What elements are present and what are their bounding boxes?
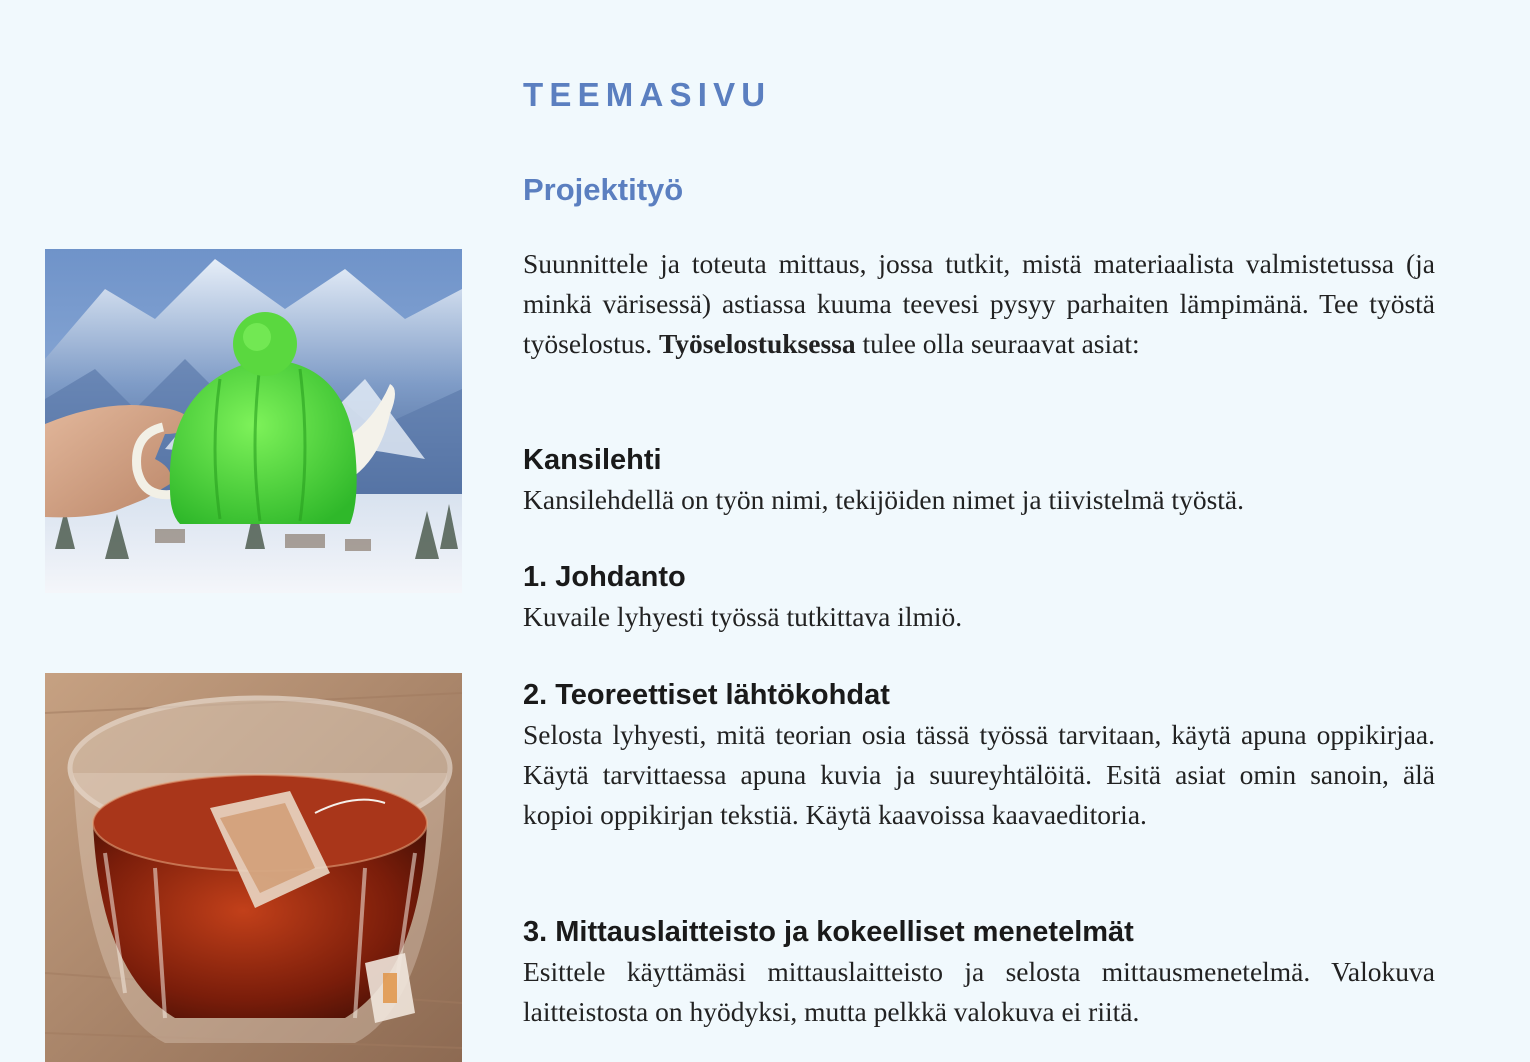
section-kansilehti (523, 440, 1435, 520)
section-text: Esittele käyttämäsi mittauslaitteisto ja selosta mittausmenetelmä. Valokuva laitteistosta on hyödyksi, mutta pelkkä valokuva ei riitä. (523, 956, 1435, 1027)
section-heading: 3. Mittauslaitteisto ja kokeelliset menetelmät (523, 916, 1134, 948)
section-teoreettiset-lahtokohdat (523, 675, 1435, 835)
section-text: Selosta lyhyesti, mitä teorian osia tässä työssä tarvitaan, käytä apuna oppikirjaa. Käytä tarvittaessa apuna kuvia ja suureyhtälöitä. Esitä asiat omin sanoin, älä kopioi oppikirjan tekstiä. Käytä kaavoissa kaavaeditoria. (523, 719, 1435, 830)
intro-text-after: tulee olla seuraavat asiat: (855, 328, 1140, 359)
intro-text-before: Suunnittele ja toteuta mittaus, jossa tutkit, mistä materiaalista valmistetussa (ja minkä värisessä) astiassa kuuma teevesi pysyy parhaiten lämpimänä. Tee työstä työselostus. (523, 248, 1435, 359)
section-mittauslaitteisto (523, 912, 1435, 1032)
teapot-photo (45, 249, 462, 593)
teacup-photo (45, 673, 462, 1062)
intro-bold-term: Työselostuksessa (658, 328, 856, 359)
intro-paragraph (523, 244, 1435, 364)
section-text: Kansilehdellä on työn nimi, tekijöiden nimet ja tiivistelmä työstä. (523, 484, 1244, 515)
section-text: Kuvaile lyhyesti työssä tutkittava ilmiö. (523, 601, 963, 632)
section-heading: Kansilehti (523, 444, 662, 476)
section-heading: 2. Teoreettiset lähtökohdat (523, 679, 890, 711)
section-johdanto (523, 557, 1435, 637)
page-title: Projektityö (523, 172, 684, 207)
section-kicker: TEEMASIVU (523, 76, 772, 113)
section-heading: 1. Johdanto (523, 561, 686, 593)
